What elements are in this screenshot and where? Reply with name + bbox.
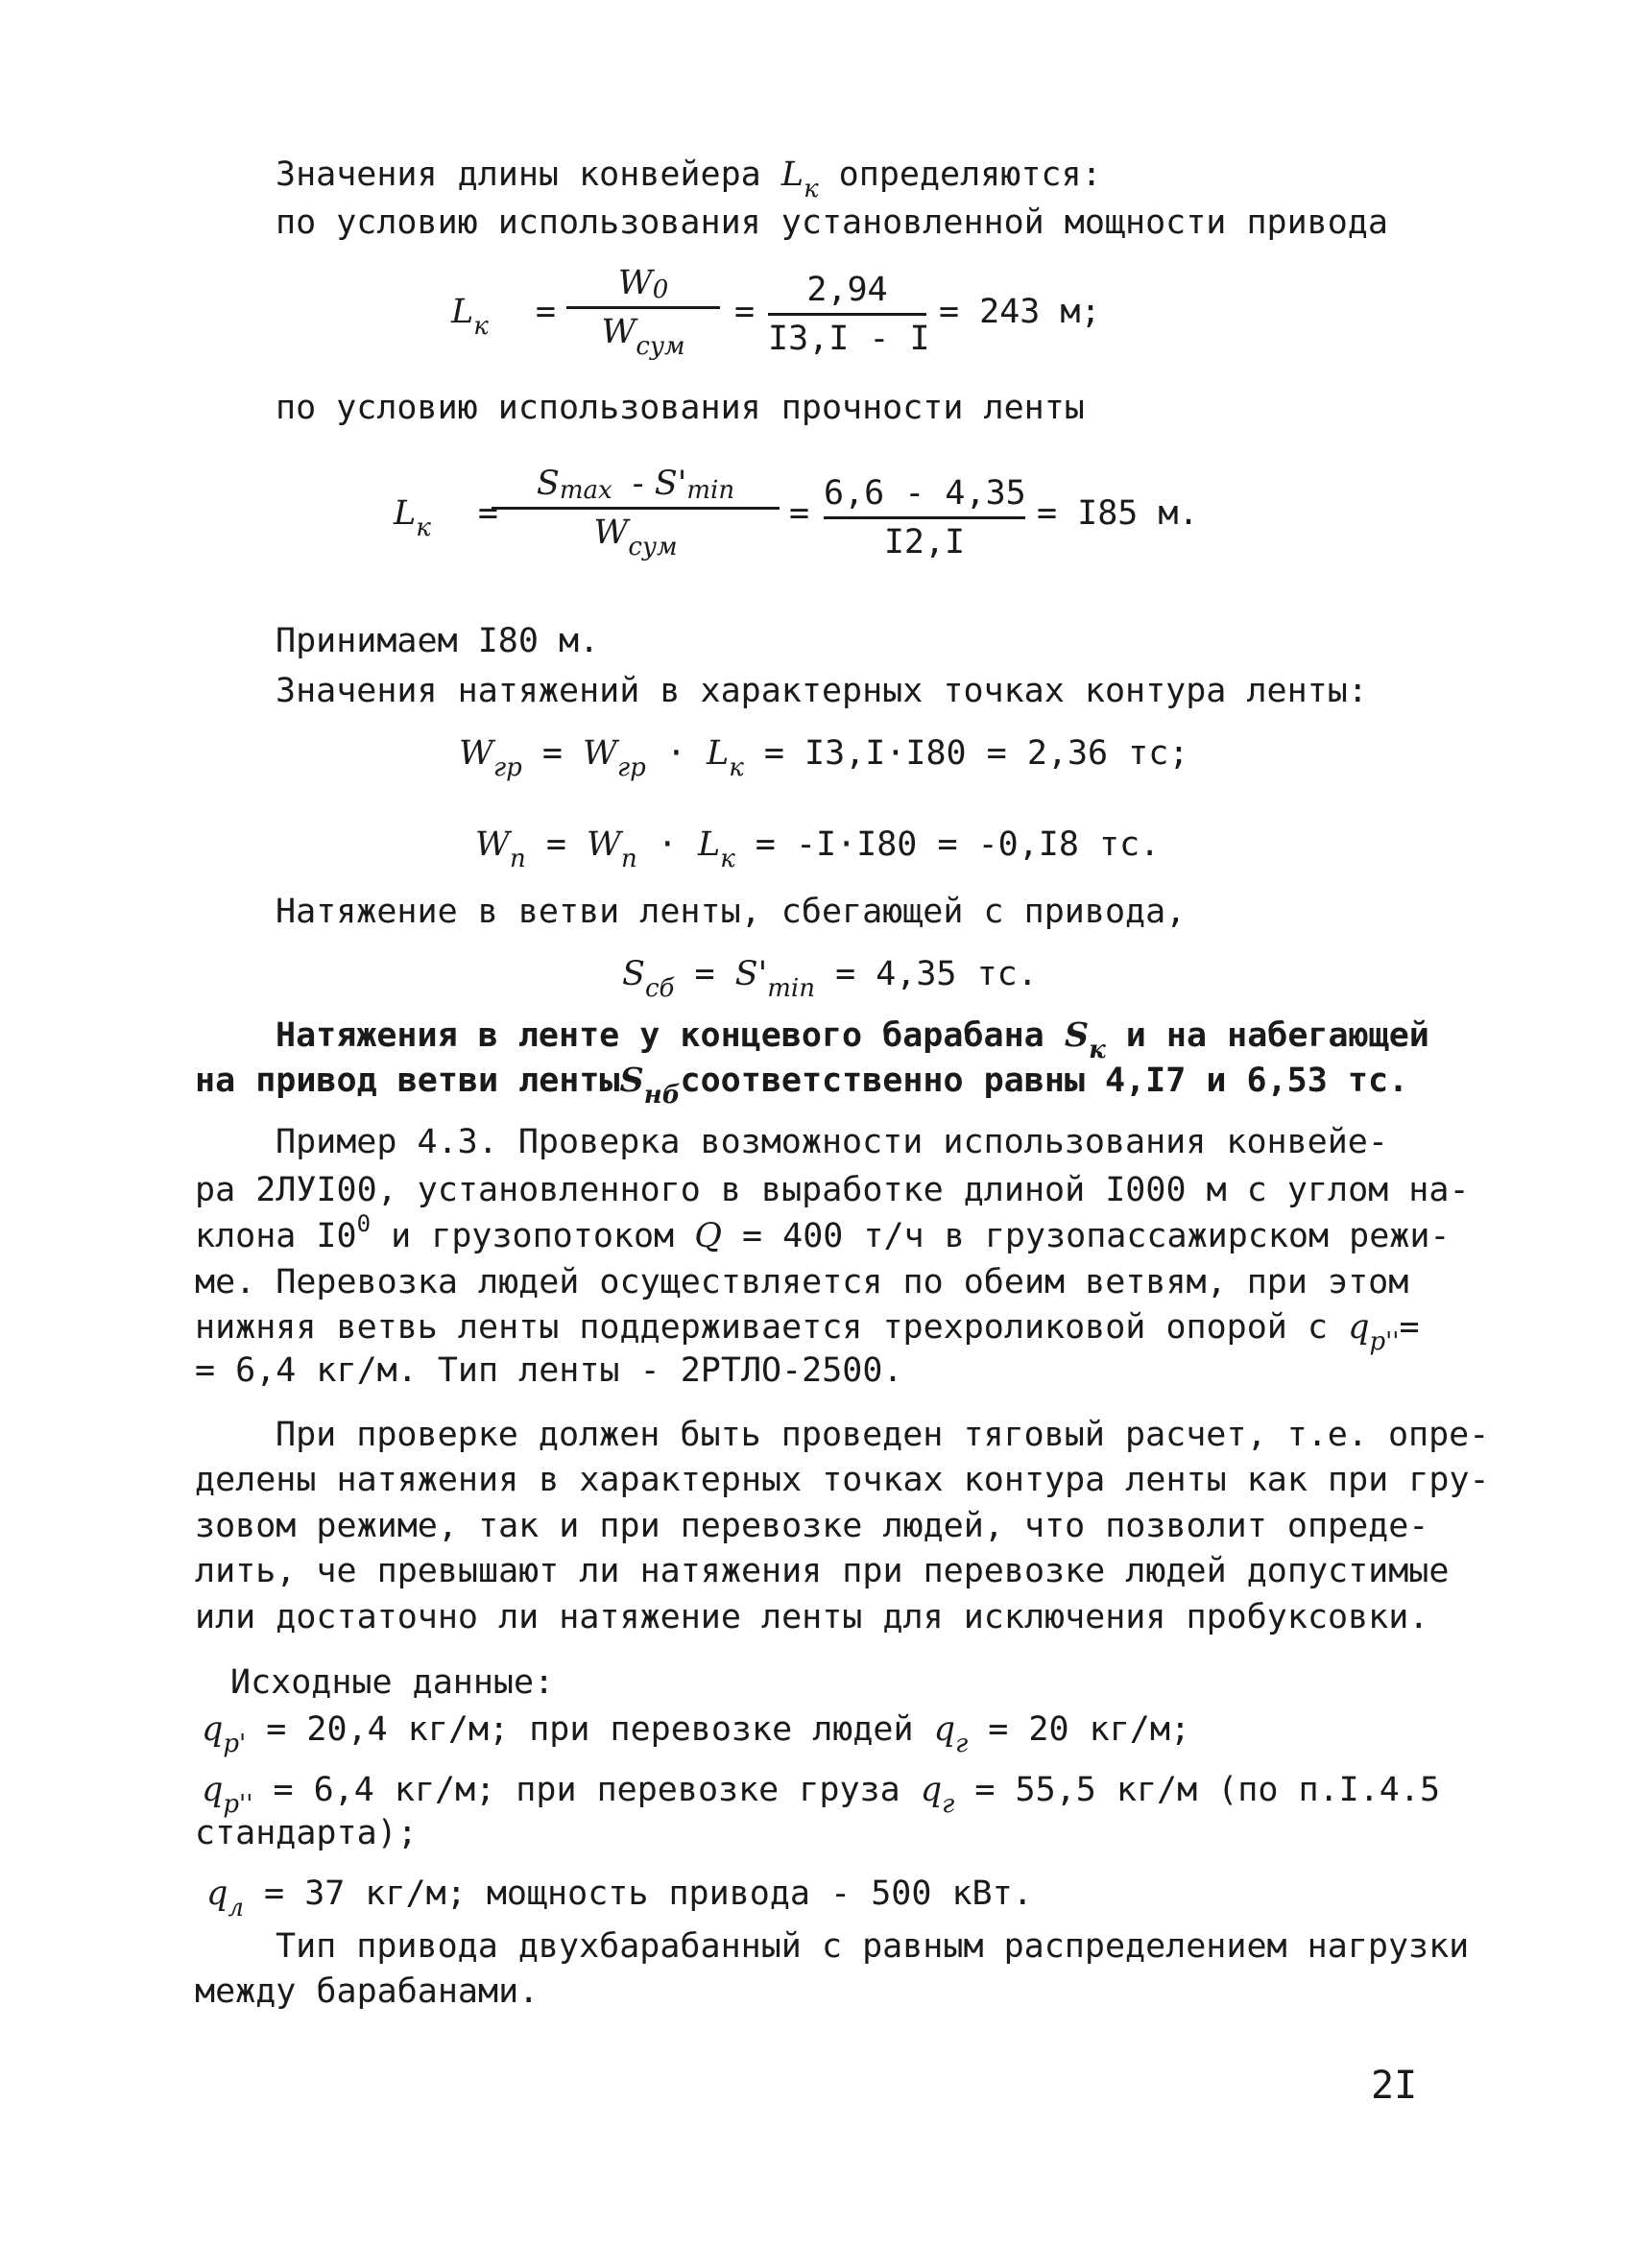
math-var: q xyxy=(1348,1308,1370,1347)
text-line: лить, че превышают ли натяжения при перевозке людей допустимые xyxy=(195,1552,1450,1590)
math-sub: к xyxy=(804,175,819,203)
math-sub: р'' xyxy=(223,1790,253,1819)
math-sub: min xyxy=(686,476,735,505)
text-line: стандарта); xyxy=(195,1814,418,1852)
math-sub: сум xyxy=(636,332,685,361)
equals: = xyxy=(545,825,566,864)
math-var: S xyxy=(622,955,645,993)
text-run: = 20,4 кг/м; при перевозке людей xyxy=(266,1710,914,1749)
math-sub: нб xyxy=(643,1081,681,1110)
fraction-bar xyxy=(566,306,720,309)
math-var: Q xyxy=(694,1217,722,1255)
equation-1-fraction-a xyxy=(566,264,720,361)
equation-1-result: = 243 м; xyxy=(939,293,1101,331)
text-run: клона I0 xyxy=(195,1217,357,1255)
math-var: S xyxy=(536,465,560,503)
math-var: W xyxy=(583,734,617,773)
math-var: q xyxy=(920,1771,943,1809)
text-line xyxy=(202,1771,1441,1819)
superscript: 0 xyxy=(356,1210,372,1237)
math-var: q xyxy=(202,1710,224,1749)
text-line: При проверке должен быть проведен тяговый расчет, т.е. опре- xyxy=(276,1416,1490,1454)
text-run: определяются: xyxy=(838,155,1102,194)
math-var: S' xyxy=(734,955,768,993)
text-run: = xyxy=(1399,1308,1420,1347)
math-var: S xyxy=(619,1061,644,1100)
text-line: ме. Перевозка людей осуществляется по обеим ветвям, при этом xyxy=(195,1263,1409,1301)
fraction-bar xyxy=(824,516,1025,519)
multiply: · xyxy=(665,734,686,773)
math-sub: к xyxy=(720,845,735,873)
fraction-bar xyxy=(768,313,926,316)
math-sub: сум xyxy=(628,533,678,561)
text-line: Пример 4.3. Проверка возможности использования конвейе- xyxy=(276,1123,1388,1161)
text-line xyxy=(202,1710,1190,1758)
math-sub: г xyxy=(942,1790,955,1819)
text-line xyxy=(276,1015,1429,1064)
text-run: соответственно равны 4,I7 и 6,53 тс. xyxy=(680,1062,1409,1100)
text-line: или достаточно ли натяжение ленты для исключения пробуксовки. xyxy=(195,1598,1429,1636)
numerator: 6,6 - 4,35 xyxy=(824,474,1026,513)
math-sub: к xyxy=(473,312,489,341)
text-run: нижняя ветвь ленты поддерживается трехроликовой опорой с xyxy=(195,1308,1329,1347)
text-run: Натяжения в ленте у концевого барабана xyxy=(276,1016,1044,1055)
equation-rest: = 4,35 тс. xyxy=(835,955,1038,993)
equation-2-fraction-b xyxy=(824,474,1025,561)
math-sub: 0 xyxy=(652,275,669,304)
math-sub: р'' xyxy=(1369,1327,1400,1356)
fraction-bar xyxy=(492,507,780,510)
math-var: S xyxy=(1064,1015,1090,1055)
math-sub: max xyxy=(559,476,612,505)
equation-5 xyxy=(622,955,1038,1003)
math-var: W xyxy=(459,734,493,773)
math-sub: к xyxy=(729,753,744,782)
text-line: по условию использования прочности ленты xyxy=(276,389,1085,427)
math-var: L xyxy=(780,155,804,194)
math-var: q xyxy=(933,1710,956,1749)
math-var: W xyxy=(601,313,636,351)
text-run: Значения длины конвейера xyxy=(276,155,761,194)
equation-rest: = I3,I·I80 = 2,36 тс; xyxy=(763,734,1189,773)
math-var: W xyxy=(593,513,629,552)
math-sub: л xyxy=(228,1894,244,1922)
text-run: = 20 кг/м; xyxy=(988,1710,1190,1749)
equals: = xyxy=(789,494,810,533)
math-sub: гр xyxy=(617,753,646,782)
text-run: = 37 кг/м; мощность привода - 500 кВт. xyxy=(264,1874,1033,1913)
math-sub: гр xyxy=(492,753,522,782)
text-run: = 55,5 кг/м (по п.I.4.5 xyxy=(974,1771,1441,1809)
text-run: = 400 т/ч в грузопассажирском режи- xyxy=(741,1217,1451,1255)
denominator: I2,I xyxy=(883,523,966,561)
equation-2-lhs xyxy=(394,494,498,542)
text-line: зовом режиме, так и при перевозке людей, что позволит опреде- xyxy=(195,1507,1429,1545)
text-line: Тип привода двухбарабанный с равным распределением нагрузки xyxy=(276,1927,1470,1966)
numerator: 2,94 xyxy=(806,271,888,309)
text-line: = 6,4 кг/м. Тип ленты - 2РТЛО-2500. xyxy=(195,1351,903,1390)
page-number: 2I xyxy=(1371,2064,1418,2108)
equation-4 xyxy=(475,825,1161,873)
math-var: L xyxy=(394,494,417,533)
text-line xyxy=(195,1061,1409,1110)
math-sub: к xyxy=(416,513,431,542)
text-run: и грузопотоком xyxy=(391,1217,675,1255)
multiply: · xyxy=(657,825,678,864)
equals: = xyxy=(477,494,498,533)
equation-2-fraction-a xyxy=(492,465,780,561)
text-line xyxy=(276,155,1102,203)
math-var: q xyxy=(206,1874,228,1913)
text-line: делены натяжения в характерных точках контура ленты как при гру- xyxy=(195,1461,1490,1499)
denominator: I3,I - I xyxy=(768,320,930,358)
math-var: W xyxy=(475,825,510,864)
equation-2-result: = I85 м. xyxy=(1037,494,1199,533)
math-var: - S' xyxy=(632,465,687,503)
text-line xyxy=(206,1874,1033,1922)
math-sub: сб xyxy=(644,974,675,1003)
equals: = xyxy=(541,734,563,773)
text-line: Значения натяжений в характерных точках контура ленты: xyxy=(276,672,1368,710)
text-line: между барабанами. xyxy=(195,1972,540,2011)
math-var: W xyxy=(586,825,621,864)
text-line xyxy=(195,1210,1451,1255)
text-run: = 6,4 кг/м; при перевозке груза xyxy=(273,1771,900,1809)
math-sub: п xyxy=(620,845,637,873)
math-sub: к xyxy=(1089,1036,1106,1064)
text-line: ра 2ЛУI00, установленного в выработке длиной I000 м с углом на- xyxy=(195,1171,1470,1209)
math-var: q xyxy=(202,1771,224,1809)
text-line: Натяжение в ветви ленты, сбегающей с привода, xyxy=(276,893,1187,931)
text-line: по условию использования установленной мощности привода xyxy=(276,203,1388,242)
equation-3 xyxy=(459,734,1189,782)
text-line: Принимаем I80 м. xyxy=(276,622,600,660)
equation-1-lhs xyxy=(451,293,556,341)
text-line: Исходные данные: xyxy=(230,1663,555,1702)
math-sub: п xyxy=(509,845,526,873)
math-sub: р' xyxy=(223,1730,247,1758)
text-run: на привод ветви ленты xyxy=(195,1062,620,1100)
equals: = xyxy=(694,955,715,993)
math-var: L xyxy=(451,293,474,331)
math-sub: г xyxy=(955,1730,969,1758)
text-run: и на набегающей xyxy=(1125,1016,1429,1055)
math-sub: min xyxy=(767,974,815,1003)
equals: = xyxy=(535,293,556,331)
equation-1-fraction-b xyxy=(768,271,930,358)
text-line xyxy=(195,1308,1420,1356)
math-var: L xyxy=(707,734,730,773)
math-var: L xyxy=(697,825,721,864)
equation-rest: = -I·I80 = -0,I8 тс. xyxy=(755,825,1161,864)
equals: = xyxy=(734,293,756,331)
math-var: W xyxy=(617,264,653,302)
